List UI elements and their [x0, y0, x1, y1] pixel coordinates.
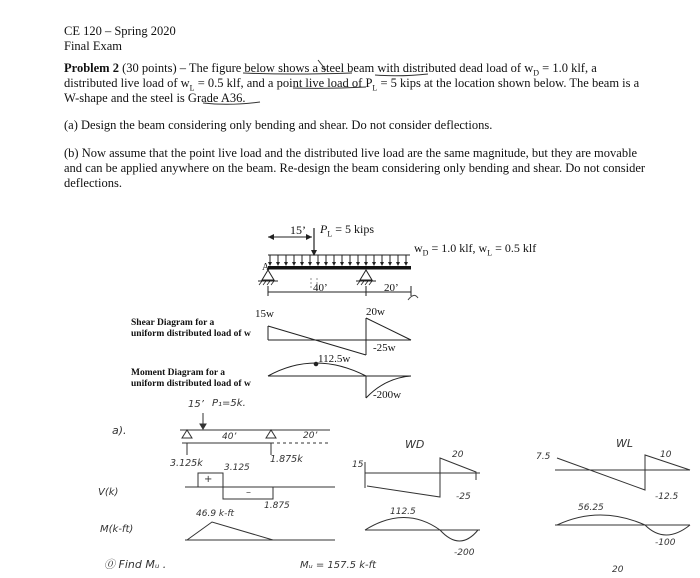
hw-wl-75: 7.5	[536, 452, 551, 462]
shear-20w: 20w	[366, 306, 385, 318]
point-load-label: $P_L = 5$ kips	[320, 222, 375, 239]
hw-wl-100: -100	[655, 538, 676, 548]
load-arrow-head	[356, 262, 360, 266]
load-arrow-head	[340, 262, 344, 266]
load-arrow-head	[332, 262, 336, 266]
span-40-label: 40’	[313, 282, 328, 294]
hw-wd-25: -25	[456, 492, 471, 502]
hw-wl-125: -12.5	[655, 492, 679, 502]
moment-title-2: uniform distributed load of w	[131, 379, 251, 389]
hw-v-minus: –	[246, 487, 251, 498]
moment-112: 112.5w	[318, 353, 351, 365]
handwritten-work	[180, 413, 690, 541]
hw-wd-112: 112.5	[390, 507, 416, 517]
hw-wl-10: 10	[660, 450, 672, 460]
hw-20: 20’	[303, 431, 318, 441]
moment-title-1: Moment Diagram for a	[131, 368, 226, 378]
hw-wd-20: 20	[452, 450, 464, 460]
load-arrow-head	[276, 262, 280, 266]
handwritten-underlines	[203, 60, 428, 104]
hw-reaction-2: 1.875k	[270, 454, 303, 465]
load-arrow-head	[348, 262, 352, 266]
part-b-line-2: and can be applied anywhere on the beam. Re-design the beam considering only bending and shear. Do not consider	[64, 161, 646, 175]
part-b-line-1: (b) Now assume that the point live load and the distributed live load are the same magnitude, but they are movable	[64, 146, 638, 160]
load-arrow-head	[404, 262, 408, 266]
problem-line-2: distributed live load of $w_L = 0.5$ klf, and a point live load of $P_L = 5$ kips at the location shown below. The beam is a	[64, 76, 640, 93]
problem-line-3: W-shape and the steel is Grade A36.	[64, 91, 246, 105]
hw-find-mu: ⓪ Find Mᵤ .	[104, 558, 167, 571]
load-arrow-head	[380, 262, 384, 266]
load-arrow-head	[292, 262, 296, 266]
hw-v-label: V(k)	[98, 487, 119, 498]
loads-label: $w_D = 1.0$ klf, $w_L = 0.5$ klf	[414, 241, 537, 258]
shear-15w: 15w	[255, 308, 274, 320]
load-arrow-head	[372, 262, 376, 266]
hw-pl: P₁=5k.	[212, 398, 246, 409]
shear-title-2: uniform distributed load of w	[131, 329, 251, 339]
hw-40: 40’	[222, 432, 237, 442]
support-a-label: A	[262, 262, 270, 273]
hw-mu-result: Mᵤ = 157.5 k-ft	[300, 560, 377, 571]
moment-neg200: -200w	[373, 389, 402, 401]
load-arrow-head	[316, 262, 320, 266]
hw-wl-title: WL	[616, 437, 634, 450]
problem-line-1: Problem 2 (30 points) – The figure below shows a steel beam with distributed dead load of $w_D = 1.0$ klf, a	[64, 61, 597, 78]
hw-wd-200: -200	[454, 548, 475, 558]
hw-v-plus: +	[204, 474, 213, 485]
problem-label: Problem 2	[64, 61, 119, 75]
part-a: (a) Design the beam considering only bending and shear. Do not consider deflections.	[64, 118, 493, 132]
load-arrow-head	[308, 262, 312, 266]
shear-neg25w: -25w	[373, 342, 396, 354]
exam-title: Final Exam	[64, 39, 122, 53]
load-arrow-head	[396, 262, 400, 266]
hw-a-label: a).	[112, 424, 127, 437]
load-arrow-head	[388, 262, 392, 266]
beam	[268, 266, 411, 270]
part-b-line-3: deflections.	[64, 176, 122, 190]
hw-wl-bottom: 20	[612, 565, 624, 575]
hw-v-val2: 1.875	[264, 501, 290, 511]
load-arrow-head	[364, 262, 368, 266]
distributed-load-arrows	[268, 255, 408, 266]
hw-m-val: 46.9 k-ft	[196, 509, 235, 519]
course-title: CE 120 – Spring 2020	[64, 24, 176, 38]
dim-15-label: 15’	[290, 223, 306, 237]
span-20-label: 20’	[384, 282, 399, 294]
hw-wd-15: 15	[352, 460, 364, 470]
shear-title-1: Shear Diagram for a	[131, 318, 215, 328]
hw-reaction-1: 3.125k	[170, 458, 203, 469]
load-arrow-head	[324, 262, 328, 266]
hw-15: 15’	[188, 399, 204, 410]
hw-wd-title: WD	[405, 438, 425, 451]
hw-wl-5625: 56.25	[578, 503, 604, 513]
hw-m-label: M(k-ft)	[100, 524, 134, 535]
load-arrow-head	[284, 262, 288, 266]
hw-v-val1: 3.125	[224, 463, 250, 473]
load-arrow-head	[300, 262, 304, 266]
